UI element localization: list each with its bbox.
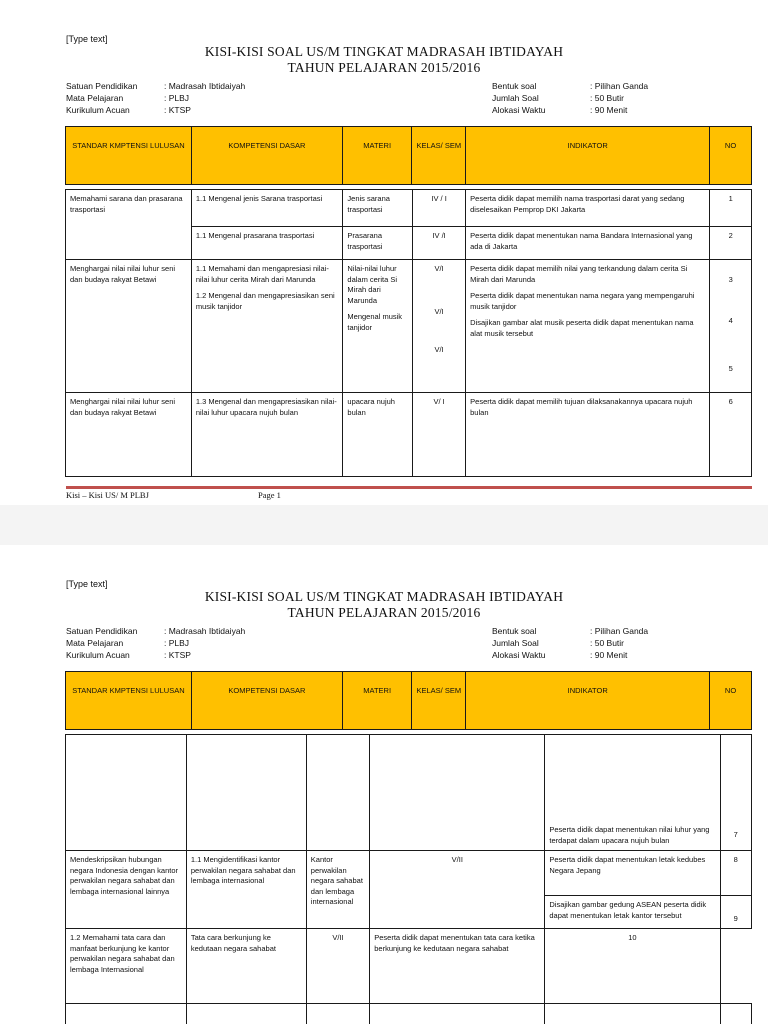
- cell-no: 9: [720, 896, 751, 929]
- table-row: [66, 260, 752, 393]
- column-header-indikator: INDIKATOR: [466, 127, 710, 185]
- cell-skl: Menghargai nilai nilai luhur seni dan budaya rakyat Betawi: [66, 393, 192, 477]
- meta-value: : 90 Menit: [590, 650, 628, 660]
- meta-label: Bentuk soal: [492, 626, 537, 636]
- cell-kd: 1.1 Mengidentifikasi kantor perwakilan negara sahabat dan lembaga internasional: [186, 851, 306, 929]
- column-header-kd: KOMPETENSI DASAR: [191, 127, 342, 185]
- cell-indikator-part: Peserta didik dapat memilih nilai yang terkandung dalam cerita Si Mirah dari Marunda: [470, 264, 688, 284]
- column-header-materi: MATERI: [343, 127, 412, 185]
- cell-indikator-part: Disajikan gambar alat musik peserta didik dapat menentukan nama alat musik tersebut: [470, 318, 694, 338]
- cell-materi: Prasarana trasportasi: [343, 227, 413, 260]
- table-header: [65, 126, 752, 185]
- document-subtitle: TAHUN PELAJARAN 2015/2016: [287, 605, 481, 620]
- cell-kd: 1.2 Memahami tata cara dan manfaat berkunjung ke kantor perwakilan negara sahabat dan lembaga Internasional: [66, 929, 187, 1004]
- meta-label: Mata Pelajaran: [66, 638, 124, 648]
- cell-kd-part: 1.2 Mengenal dan mengapresiasikan seni musik tanjidor: [195, 291, 335, 311]
- cell-indikator: Peserta didik dapat memilih nama trasportasi darat yang sedang diselesaikan Pemprop DKI Jakarta: [466, 190, 710, 227]
- cell-kd-part: 1.1 Memahami dan mengapresiasi nilai-nilai luhur cerita Mirah dari Marunda: [195, 264, 329, 284]
- meta-label: Satuan Pendidikan: [66, 626, 138, 636]
- cell-materi-part: Mengenal musik tanjidor: [347, 312, 403, 332]
- cell-no: 8: [720, 851, 751, 896]
- column-header-kd: KOMPETENSI DASAR: [191, 672, 342, 730]
- table-row: [66, 1004, 752, 1024]
- cell-kelas: IV /I: [413, 227, 466, 260]
- cell-materi: Jenis sarana trasportasi: [343, 190, 413, 227]
- cell-kelas: IV / I: [413, 190, 466, 227]
- cell-kd: 1.1 Mengenal jenis Sarana trasportasi: [191, 190, 343, 227]
- footer-label: Kisi – Kisi US/ M PLBJ: [66, 490, 149, 500]
- meta-value: : 50 Butir: [590, 93, 625, 103]
- cell-skl: Mendeskripsikan hubungan negara Indonesia dengan kantor perwakilan negara sahabat dan lembaga internasional lainnya: [66, 851, 187, 929]
- cell-no-part: 5: [728, 364, 733, 373]
- meta-label: Jumlah Soal: [492, 638, 539, 648]
- document-title: KISI-KISI SOAL US/M TINGKAT MADRASAH IBTIDAYAH: [204, 589, 564, 604]
- column-header-skl: STANDAR KMPTENSI LULUSAN: [66, 127, 192, 185]
- cell-skl: Menghargai nilai nilai luhur seni dan budaya rakyat Betawi: [66, 260, 192, 393]
- meta-value: : KTSP: [164, 105, 191, 115]
- cell-indikator-part: Peserta didik dapat menentukan nama negara yang mempengaruhi musik tanjidor: [470, 291, 695, 311]
- table-row: [66, 929, 752, 1004]
- meta-value: : Madrasah Ibtidaiyah: [164, 626, 246, 636]
- meta-value: : Pilihan Ganda: [590, 81, 649, 91]
- column-header-kelas: KELAS/ SEM: [412, 127, 466, 185]
- meta-info-left: [66, 625, 245, 661]
- table-row: [66, 393, 752, 477]
- meta-label: Alokasi Waktu: [492, 650, 546, 660]
- cell-indikator: Peserta didik dapat menentukan nilai luhur yang terdapat dalam upacara nujuh bulan: [545, 735, 720, 851]
- header-note: [Type text]: [66, 34, 108, 44]
- table-row: [66, 190, 752, 227]
- cell-skl: Memahami sarana dan prasarana trasportasi: [66, 190, 192, 260]
- meta-label: Bentuk soal: [492, 81, 537, 91]
- table-row: [66, 851, 752, 896]
- column-header-materi: MATERI: [343, 672, 412, 730]
- cell-indikator: Disajikan gambar gedung ASEAN peserta didik dapat menentukan letak kantor tersebut: [545, 896, 720, 929]
- cell-no: 10: [545, 929, 720, 1004]
- cell-no: [710, 260, 752, 393]
- cell-kd: [191, 260, 343, 393]
- column-header-no: NO: [710, 127, 752, 185]
- meta-value: : PLBJ: [164, 638, 190, 648]
- cell-materi-part: Nilai-nilai luhur dalam cerita Si Mirah dari Marunda: [347, 264, 398, 305]
- cell-indikator: Peserta didik dapat menentukan tata cara ketika berkunjung ke kedutaan negara sahabat: [370, 929, 545, 1004]
- page-separator: [0, 505, 768, 545]
- cell-kelas: [413, 260, 466, 393]
- cell-materi: Kantor perwakilan negara sahabat dan lembaga internasional: [306, 851, 369, 929]
- cell-no: 2: [710, 227, 752, 260]
- cell-kelas-part: V/I: [434, 264, 444, 273]
- column-header-no: NO: [710, 672, 752, 730]
- document-subtitle: TAHUN PELAJARAN 2015/2016: [287, 60, 481, 75]
- cell-kelas-part: V/I: [434, 306, 444, 316]
- column-header-kelas: KELAS/ SEM: [412, 672, 466, 730]
- meta-label: Alokasi Waktu: [492, 105, 546, 115]
- document-page-2: [0, 545, 768, 1024]
- cell-no: 1: [710, 190, 752, 227]
- cell-kelas: V/ I: [413, 393, 466, 477]
- meta-info-right: [492, 80, 648, 116]
- cell-no-part: 4: [728, 315, 733, 325]
- cell-no-part: 3: [728, 275, 733, 284]
- meta-value: : 90 Menit: [590, 105, 628, 115]
- column-header-skl: STANDAR KMPTENSI LULUSAN: [66, 672, 192, 730]
- meta-value: : KTSP: [164, 650, 191, 660]
- cell-kelas-part: V/I: [434, 345, 444, 354]
- cell-kd: 1.1 Mengenal prasarana trasportasi: [191, 227, 343, 260]
- page-number: Page 1: [258, 490, 281, 500]
- kisi-table-page-2: [65, 734, 752, 1024]
- cell-no: 7: [720, 735, 751, 851]
- header-note: [Type text]: [66, 579, 108, 589]
- meta-value: : PLBJ: [164, 93, 190, 103]
- document-page-1: [0, 0, 768, 505]
- meta-info-right: [492, 625, 648, 661]
- document-title: KISI-KISI SOAL US/M TINGKAT MADRASAH IBTIDAYAH: [204, 44, 564, 59]
- meta-info-left: [66, 80, 245, 116]
- cell-no: 6: [710, 393, 752, 477]
- cell-indikator: Peserta didik dapat menentukan nama Bandara Internasional yang ada di Jakarta: [466, 227, 710, 260]
- cell-kelas: V/II: [306, 929, 369, 1004]
- kisi-table-page-1: [65, 189, 752, 477]
- cell-kelas: V/II: [370, 851, 545, 929]
- cell-materi: Tata cara berkunjung ke kedutaan negara sahabat: [186, 929, 306, 1004]
- meta-value: : Madrasah Ibtidaiyah: [164, 81, 246, 91]
- meta-label: Kurikulum Acuan: [66, 105, 130, 115]
- meta-value: : 50 Butir: [590, 638, 625, 648]
- cell-materi: [343, 260, 413, 393]
- cell-materi: upacara nujuh bulan: [343, 393, 413, 477]
- table-row: [66, 735, 752, 851]
- footer-rule-thin: [66, 486, 752, 487]
- cell-indikator: Peserta didik dapat memilih tujuan dilaksanakannya upacara nujuh bulan: [466, 393, 710, 477]
- meta-label: Kurikulum Acuan: [66, 650, 130, 660]
- cell-kd: 1.3 Mengenal dan mengapresiasikan nilai-nilai luhur upacara nujuh bulan: [191, 393, 343, 477]
- column-header-indikator: INDIKATOR: [466, 672, 710, 730]
- meta-label: Jumlah Soal: [492, 93, 539, 103]
- table-header: [65, 671, 752, 730]
- footer-rule: [66, 481, 752, 489]
- meta-label: Satuan Pendidikan: [66, 81, 138, 91]
- meta-label: Mata Pelajaran: [66, 93, 124, 103]
- cell-indikator: Peserta didik dapat menentukan letak kedubes Negara Jepang: [545, 851, 720, 896]
- meta-value: : Pilihan Ganda: [590, 626, 649, 636]
- cell-indikator: [466, 260, 710, 393]
